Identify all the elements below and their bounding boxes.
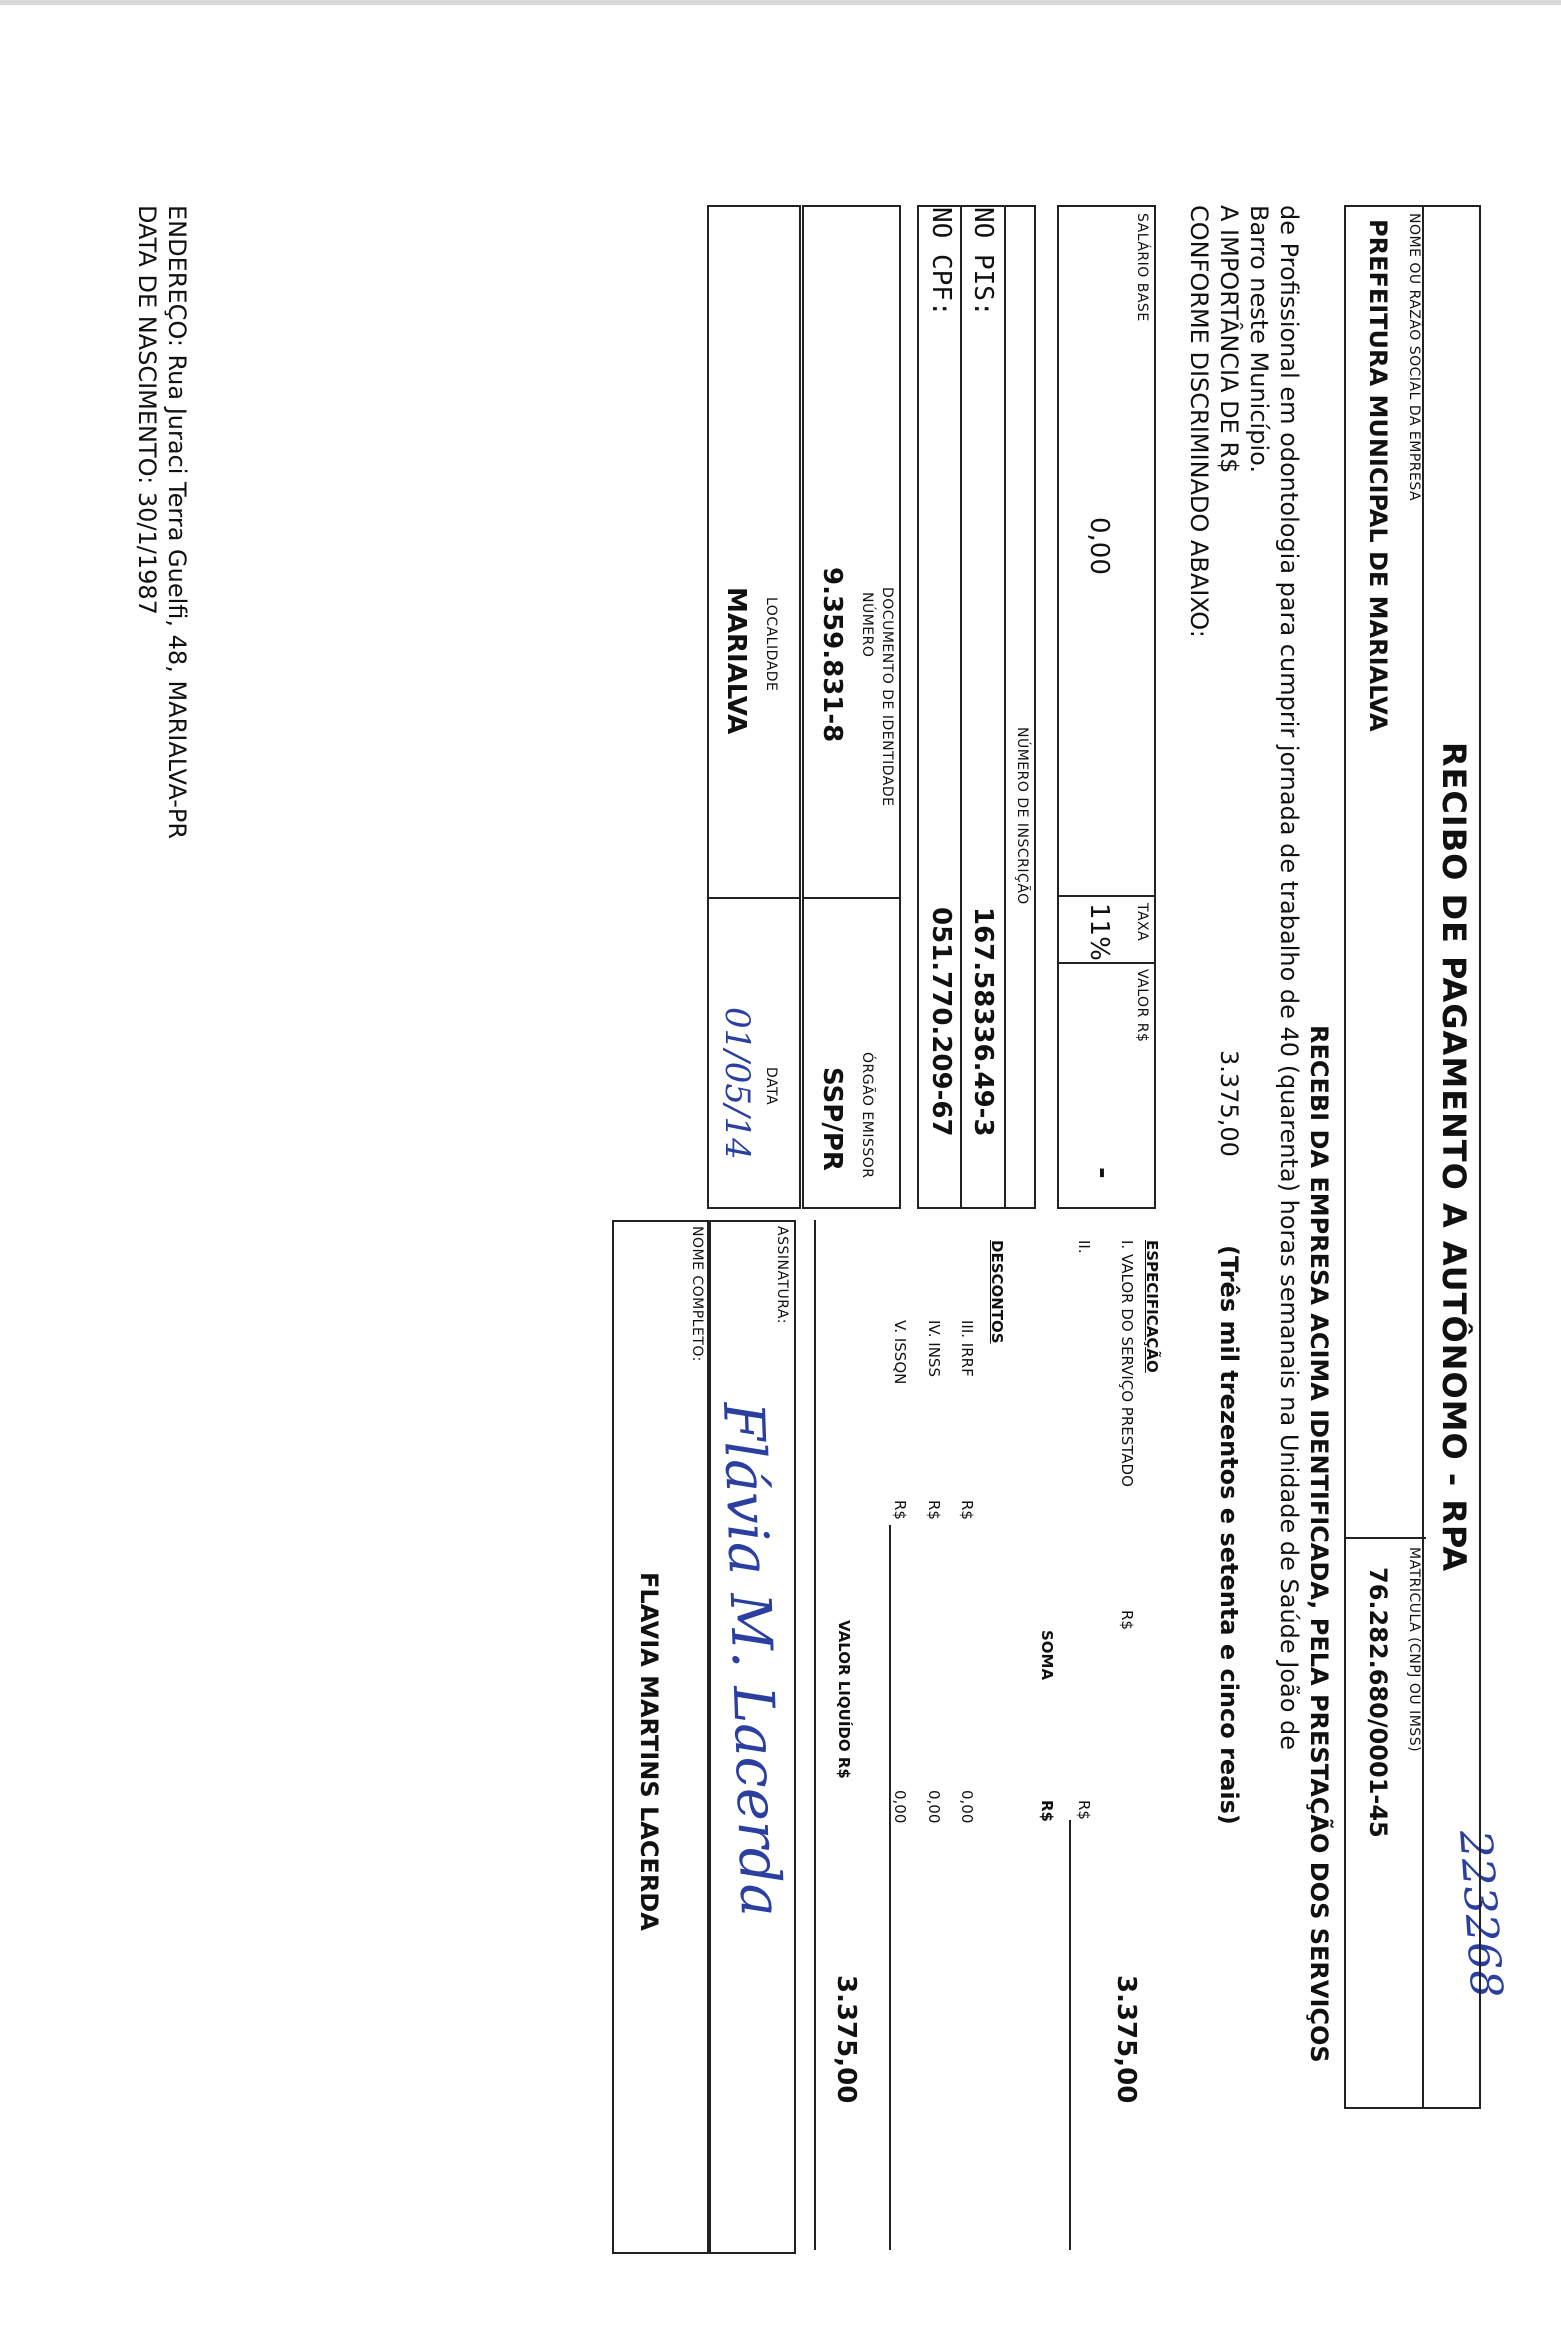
inscription-box	[917, 205, 1036, 1209]
item2-label: II.	[1075, 1240, 1093, 1254]
irrf-label: III. IRRF	[958, 1320, 976, 1377]
identidade-numero-value: 9.359.831-8	[817, 567, 847, 743]
endereco: ENDEREÇO: Rua Juraci Terra Guelfi, 48, MARIALVA-PR	[163, 205, 191, 840]
nome-label: NOME COMPLETO:	[689, 1226, 705, 1362]
cpf-value: 051.770.209-67	[926, 907, 956, 1137]
valor-label: VALOR R$	[1134, 969, 1150, 1043]
soma-label: SOMA	[1038, 1630, 1056, 1681]
localidade-label: LOCALIDADE	[763, 597, 779, 692]
cpf-label: NO CPF:	[926, 207, 956, 317]
declaration-line-2: de Profissional em odontologia para cumprir jornada de trabalho de 40 (quarenta) horas semanais na Unidade de Saúde João de	[1275, 205, 1303, 1751]
orgao-emissor-label: ÓRGÃO EMISSOR	[859, 1052, 875, 1179]
item1-currency: R$	[1118, 1610, 1136, 1630]
salary-box	[1057, 205, 1156, 1209]
nome-value: FLAVIA MARTINS LACERDA	[635, 1572, 663, 1931]
item1-value: 3.375,00	[1111, 1975, 1141, 2104]
importancia-value: 3.375,00	[1215, 1050, 1243, 1157]
salario-base-value: 0,00	[1084, 517, 1114, 575]
valor-value: -	[1087, 1167, 1120, 1179]
inss-currency: R$	[925, 1500, 943, 1520]
matricula-value: 76.282.680/0001-45	[1364, 1567, 1392, 1838]
issqn-value: 0,00	[891, 1790, 909, 1824]
taxa-value: 11%	[1084, 903, 1114, 961]
signature-box	[707, 1220, 796, 2254]
company-box	[1344, 205, 1426, 2109]
title-box	[1422, 205, 1481, 2109]
assinatura-label: ASSINATURA:	[774, 1226, 790, 1324]
liquido-value: 3.375,00	[831, 1975, 861, 2104]
data-value: 01/05/14	[717, 1007, 757, 1160]
pis-value: 167.58336.49-3	[968, 907, 998, 1137]
document-title: RECIBO DE PAGAMENTO A AUTÔNOMO - RPA	[1435, 741, 1473, 1573]
signature-image: Flávia M. Lacerda	[710, 1401, 793, 1918]
item2-line	[1069, 1820, 1071, 2250]
irrf-value: 0,00	[958, 1790, 976, 1824]
liquido-line	[814, 1220, 816, 2250]
conforme-discriminado: CONFORME DISCRIMINADO ABAIXO:	[1185, 205, 1213, 638]
soma-currency: R$	[1038, 1800, 1056, 1822]
fullname-box	[612, 1220, 711, 2254]
importancia-label: A IMPORTÂNCIA DE R$	[1215, 205, 1243, 474]
item2-currency: R$	[1075, 1800, 1093, 1820]
declaration-line-3: Barro neste Município.	[1245, 205, 1273, 474]
company-name: PREFEITURA MUNICIPAL DE MARIALVA	[1364, 219, 1392, 732]
location-box	[707, 205, 801, 1209]
salario-base-label: SALÁRIO BASE	[1134, 213, 1150, 322]
importancia-extenso: (Três mil trezentos e setenta e cinco reais)	[1215, 1245, 1243, 1825]
taxa-label: TAXA	[1134, 903, 1150, 942]
handwritten-number: 223268	[1449, 1828, 1512, 2000]
liquido-label: VALOR LIQUÍDO R$	[835, 1620, 853, 1779]
irrf-currency: R$	[958, 1500, 976, 1520]
item1-label: I. VALOR DO SERVIÇO PRESTADO	[1118, 1240, 1136, 1487]
identidade-header: DOCUMENTO DE IDENTIDADE	[879, 587, 895, 807]
inscricao-header: NÚMERO DE INSCRIÇÃO	[1014, 727, 1030, 905]
inss-value: 0,00	[925, 1790, 943, 1824]
issqn-currency: R$	[891, 1500, 909, 1520]
data-nascimento: DATA DE NASCIMENTO: 30/1/1987	[133, 205, 161, 615]
descontos-line	[889, 1525, 891, 2250]
issqn-label: V. ISSQN	[891, 1320, 909, 1385]
localidade-value: MARIALVA	[721, 587, 751, 735]
inss-label: IV. INSS	[925, 1320, 943, 1377]
orgao-emissor-value: SSP/PR	[817, 1067, 847, 1171]
identity-box	[802, 205, 901, 1209]
especificacao-header: ESPECIFICAÇÃO	[1143, 1240, 1161, 1373]
pis-label: NO PIS:	[968, 207, 998, 317]
matricula-label: MATRÍCULA (CNPJ OU IMSS)	[1406, 1547, 1422, 1753]
declaration-line-1: RECEBI DA EMPRESA ACIMA IDENTIFICADA, PELA PRESTAÇÃO DOS SERVIÇOS	[1305, 1025, 1333, 2063]
company-name-label: NOME OU RAZÃO SOCIAL DA EMPRESA	[1406, 213, 1422, 502]
identidade-numero-label: NÚMERO	[859, 592, 875, 658]
data-label: DATA	[763, 1067, 779, 1106]
descontos-header: DESCONTOS	[988, 1240, 1006, 1344]
